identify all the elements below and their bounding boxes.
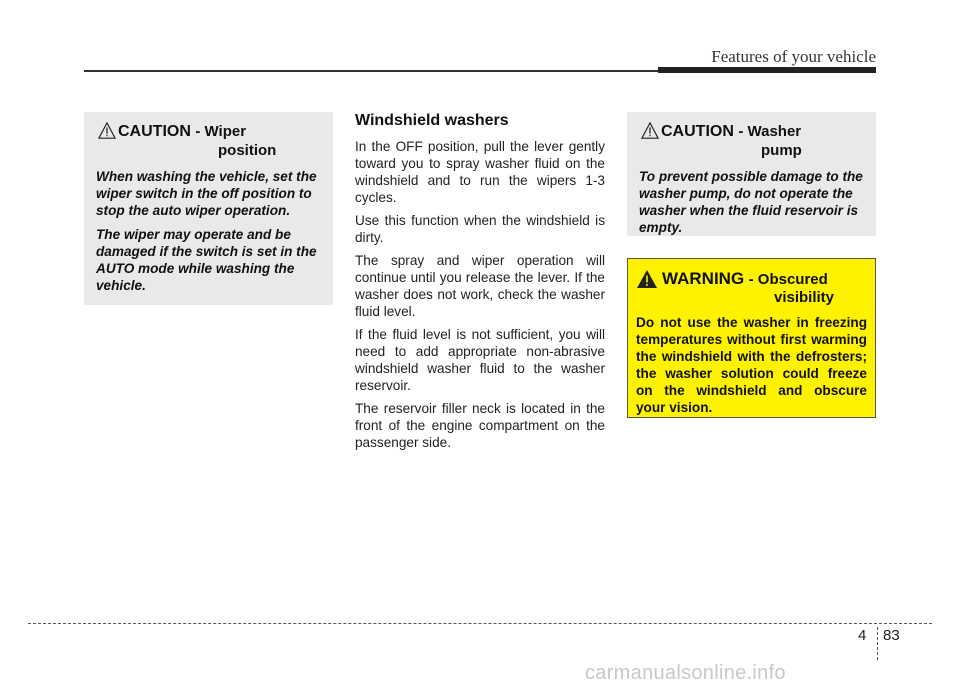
warning-triangle-icon — [641, 122, 659, 140]
caution-box-washer-pump — [627, 112, 876, 236]
caution-paragraph: When washing the vehicle, set the wiper switch in the off position to stop the auto wiper operation. — [96, 169, 317, 218]
warning-subtitle: - Obscured — [748, 271, 828, 288]
warning-label: WARNING — [662, 269, 745, 288]
body-paragraph: If the fluid level is not sufficient, you will need to add appropriate non-abrasive windshield washer fluid to the washer reservoir. — [355, 327, 605, 393]
body-paragraph: The spray and wiper operation will continue until you release the lever. If the washer does not work, check the washer fluid level. — [355, 253, 605, 319]
caution-subtitle-line2: pump — [761, 142, 802, 159]
watermark: carmanualsonline.info — [585, 662, 786, 684]
warning-triangle-filled-icon — [636, 269, 658, 289]
body-paragraph: Use this function when the windshield is dirty. — [355, 213, 605, 245]
caution-paragraph: To prevent possible damage to the washer pump, do not operate the washer when the fluid reservoir is empty. — [639, 169, 863, 235]
caution-subtitle: - Washer — [738, 123, 802, 140]
caution-subtitle: - Wiper — [195, 123, 247, 140]
section-heading: Windshield washers — [355, 112, 509, 129]
caution-header — [639, 122, 868, 160]
warning-header — [636, 269, 867, 306]
caution-label: CAUTION — [661, 123, 734, 140]
caution-label: CAUTION — [118, 123, 191, 140]
page-number: 83 — [883, 627, 900, 644]
caution-body — [639, 168, 868, 236]
caution-paragraph: The wiper may operate and be damaged if the switch is set in the AUTO mode while washing the vehicle. — [96, 227, 317, 293]
body-paragraph: In the OFF position, pull the lever gently toward you to spray washer fluid on the windshield and to run the wipers 1-3 cycles. — [355, 139, 605, 205]
header-title: Features of your vehicle — [711, 47, 876, 66]
warning-triangle-icon — [98, 122, 116, 140]
caution-header — [96, 122, 325, 160]
footer-dashed-rule — [28, 623, 932, 624]
page-number-divider — [877, 627, 878, 660]
windshield-washers-section — [355, 112, 605, 457]
caution-subtitle-line2: position — [218, 142, 277, 159]
caution-body — [96, 168, 325, 294]
chapter-number: 4 — [858, 627, 867, 644]
warning-body: Do not use the washer in freezing temperatures without first warming the windshield with the defrosters; the washer solution could freeze on the windshield and obscure your vision. — [636, 315, 867, 415]
body-paragraph: The reservoir filler neck is located in the front of the engine compartment on the passenger side. — [355, 401, 605, 450]
warning-subtitle-line2: visibility — [774, 289, 835, 306]
header-rule-thick — [658, 67, 876, 73]
warning-box-obscured-visibility — [627, 258, 876, 418]
header-rule — [84, 70, 658, 72]
caution-box-wiper — [84, 112, 333, 305]
